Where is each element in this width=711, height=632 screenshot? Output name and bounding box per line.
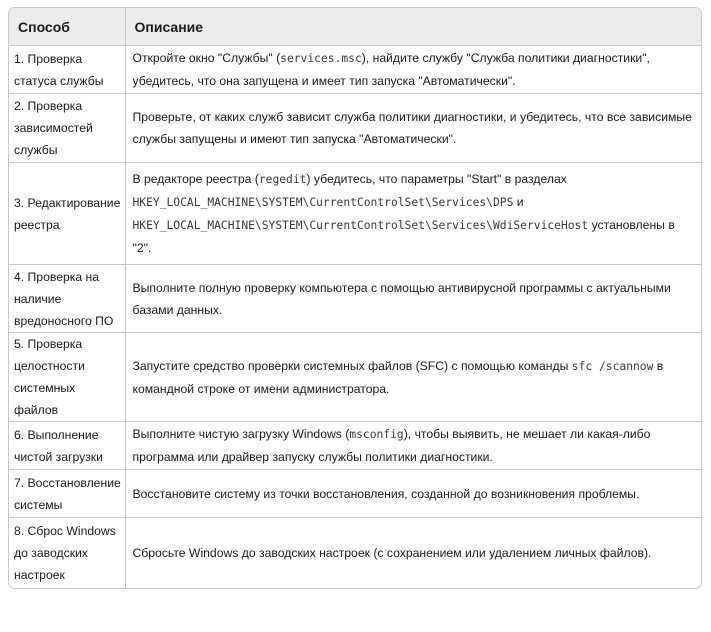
description-cell <box>125 265 701 333</box>
method-cell: 1. Проверка статуса службы <box>14 51 104 88</box>
description-cell <box>125 46 701 94</box>
table-row <box>9 422 701 470</box>
method-cell: 8. Сброс Windows до заводских настроек <box>9 518 125 588</box>
table-row <box>9 94 701 163</box>
description-text: ), чтобы выявить, не мешает ли какая-либо программа или драйвер запуску службы политики диагностики. <box>132 427 651 464</box>
method-cell: 6. Выполнение чистой загрузки <box>9 422 125 470</box>
description-text: ), найдите службу "Служба политики диагностики", убедитесь, что она запущена и имеет тип запуска "Автоматически". <box>132 51 650 88</box>
description-text: Восстановите систему из точки восстановления, созданной до возникновения проблемы. <box>132 486 640 501</box>
code-snippet: services.msc <box>280 52 362 65</box>
description-text: установлены в "2". <box>132 218 675 255</box>
method-cell: 4. Проверка на наличие вредоносного ПО <box>9 265 125 333</box>
description-text: Выполните полную проверку компьютера с помощью антивирусной программы с актуальными базами данных. <box>132 280 671 317</box>
header-description: Описание <box>125 8 701 46</box>
table-row <box>9 518 701 588</box>
description-cell <box>125 163 701 265</box>
code-snippet: regedit <box>258 173 307 186</box>
table-body <box>9 46 701 588</box>
description-text: Выполните чистую загрузку Windows ( <box>132 427 350 441</box>
description-cell <box>125 94 701 163</box>
methods-table <box>9 8 701 588</box>
description-cell <box>125 518 701 588</box>
table-row <box>9 163 701 265</box>
table-header-row <box>9 8 701 46</box>
methods-table-container <box>8 7 702 589</box>
description-text: Сбросьте Windows до заводских настроек (с сохранением или удалением личных файлов). <box>132 545 652 560</box>
description-cell <box>125 333 701 422</box>
table-row <box>9 470 701 518</box>
header-method: Способ <box>9 8 125 46</box>
method-cell: 2. Проверка зависимостей службы <box>9 94 125 163</box>
code-snippet: msconfig <box>349 428 404 441</box>
table-row <box>9 265 701 333</box>
method-cell: 7. Восстановление системы <box>9 470 125 518</box>
code-snippet: HKEY_LOCAL_MACHINE\SYSTEM\CurrentControlSet\Services\DPS <box>132 196 514 209</box>
description-text: и <box>513 195 524 209</box>
code-snippet: sfc /scannow <box>571 359 654 373</box>
description-text: В редакторе реестра ( <box>132 172 259 186</box>
description-cell <box>125 422 701 470</box>
method-cell: 5. Проверка целостности системных файлов <box>9 333 125 422</box>
table-row <box>9 333 701 422</box>
description-text: в командной строке от имени администратора. <box>132 358 664 396</box>
table-row <box>9 46 701 94</box>
description-text: ) убедитесь, что параметры "Start" в разделах <box>306 172 567 186</box>
description-cell <box>125 470 701 518</box>
method-cell: 3. Редактирование реестра <box>9 163 125 265</box>
description-text: Запустите средство проверки системных файлов (SFC) с помощью команды <box>132 358 572 373</box>
code-snippet: HKEY_LOCAL_MACHINE\SYSTEM\CurrentControlSet\Services\WdiServiceHost <box>132 219 589 232</box>
description-text: Откройте окно "Службы" ( <box>132 51 281 65</box>
description-text: Проверьте, от каких служб зависит служба политики диагностики, и убедитесь, что все зависимые службы запущены и имеют тип запуска "Автоматически". <box>132 110 692 146</box>
